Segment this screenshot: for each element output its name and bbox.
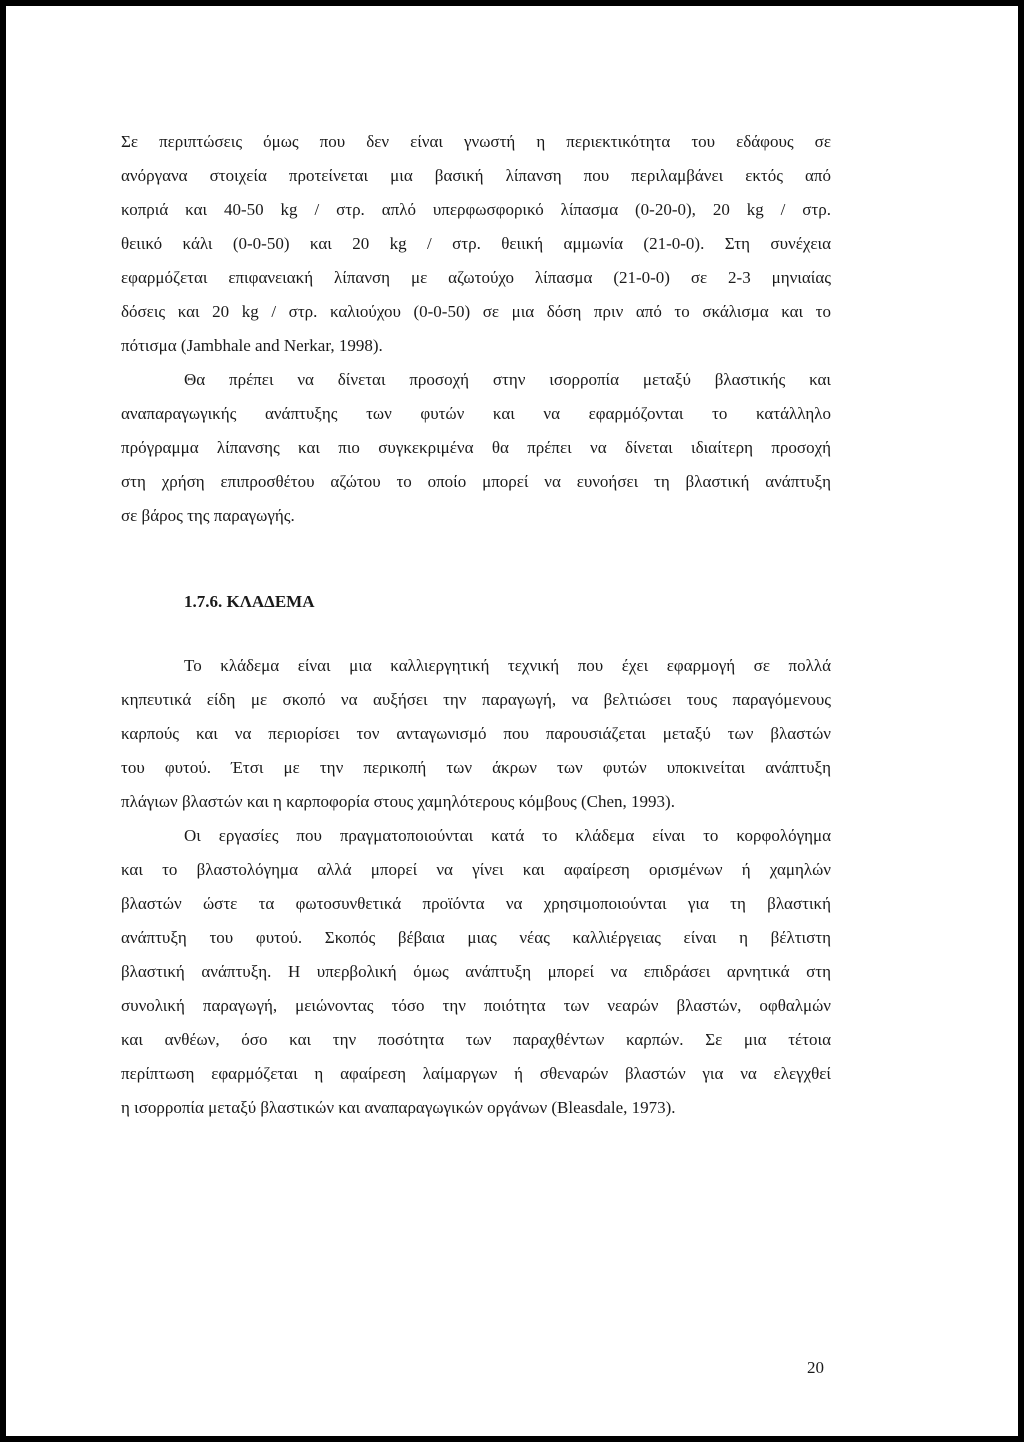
text-line: Το κλάδεμα είναι μια καλλιεργητική τεχνική που έχει εφαρμογή σε πολλά [184, 656, 831, 675]
text-line: αναπαραγωγικής ανάπτυξης των φυτών και να εφαρμόζονται το κατάλληλο [121, 404, 831, 423]
text-line: Σε περιπτώσεις όμως που δεν είναι γνωστή η περιεκτικότητα του εδάφους σε [121, 132, 831, 151]
text-line: στη χρήση επιπροσθέτου αζώτου το οποίο μπορεί να ευνοήσει τη βλαστική ανάπτυξη [121, 472, 831, 491]
text-line: ανόργανα στοιχεία προτείνεται μια βασική λίπανση που περιλαμβάνει εκτός από [121, 166, 831, 185]
text-line: του φυτού. Έτσι με την περικοπή των άκρων των φυτών υποκινείται ανάπτυξη [121, 758, 831, 777]
text-line: εφαρμόζεται επιφανειακή λίπανση με αζωτούχο λίπασμα (21-0-0) σε 2-3 μηνιαίας [121, 268, 831, 287]
text-line: θειικό κάλι (0-0-50) και 20 kg / στρ. θειική αμμωνία (21-0-0). Στη συνέχεια [121, 234, 831, 253]
text-line: η ισορροπία μεταξύ βλαστικών και αναπαραγωγικών οργάνων (Bleasdale, 1973). [121, 1098, 676, 1117]
text-line: και ανθέων, όσο και την ποσότητα των παραχθέντων καρπών. Σε μια τέτοια [121, 1030, 831, 1049]
section-heading: 1.7.6. ΚΛΑΔΕΜΑ [184, 592, 315, 611]
text-line: ανάπτυξη του φυτού. Σκοπός βέβαια μιας νέας καλλιέργειας είναι η βέλτιστη [121, 928, 831, 947]
text-line: κηπευτικά είδη με σκοπό να αυξήσει την παραγωγή, να βελτιώσει τους παραγόμενους [121, 690, 831, 709]
text-line: συνολική παραγωγή, μειώνοντας τόσο την ποιότητα των νεαρών βλαστών, οφθαλμών [121, 996, 831, 1015]
text-line: Οι εργασίες που πραγματοποιούνται κατά το κλάδεμα είναι το κορφολόγημα [184, 826, 831, 845]
text-line: βλαστών ώστε τα φωτοσυνθετικά προϊόντα να χρησιμοποιούνται για τη βλαστική [121, 894, 831, 913]
text-line: Θα πρέπει να δίνεται προσοχή στην ισορροπία μεταξύ βλαστικής και [184, 370, 831, 389]
text-line: κοπριά και 40-50 kg / στρ. απλό υπερφωσφορικό λίπασμα (0-20-0), 20 kg / στρ. [121, 200, 831, 219]
text-line: και το βλαστολόγημα αλλά μπορεί να γίνει και αφαίρεση ορισμένων ή χαμηλών [121, 860, 831, 879]
text-line: πρόγραμμα λίπανσης και πιο συγκεκριμένα θα πρέπει να δίνεται ιδιαίτερη προσοχή [121, 438, 831, 457]
text-line: περίπτωση εφαρμόζεται η αφαίρεση λαίμαργων ή σθεναρών βλαστών για να ελεγχθεί [121, 1064, 831, 1083]
text-line: πότισμα (Jambhale and Nerkar, 1998). [121, 336, 383, 355]
text-line: βλαστική ανάπτυξη. Η υπερβολική όμως ανάπτυξη μπορεί να επιδράσει αρνητικά στη [121, 962, 831, 981]
text-line: σε βάρος της παραγωγής. [121, 506, 295, 525]
text-line: καρπούς και να περιορίσει τον ανταγωνισμό που παρουσιάζεται μεταξύ των βλαστών [121, 724, 831, 743]
text-line: πλάγιων βλαστών και η καρποφορία στους χαμηλότερους κόμβους (Chen, 1993). [121, 792, 675, 811]
text-line: δόσεις και 20 kg / στρ. καλιούχου (0-0-50) σε μια δόση πριν από το σκάλισμα και το [121, 302, 831, 321]
page-number: 20 [807, 1358, 824, 1377]
